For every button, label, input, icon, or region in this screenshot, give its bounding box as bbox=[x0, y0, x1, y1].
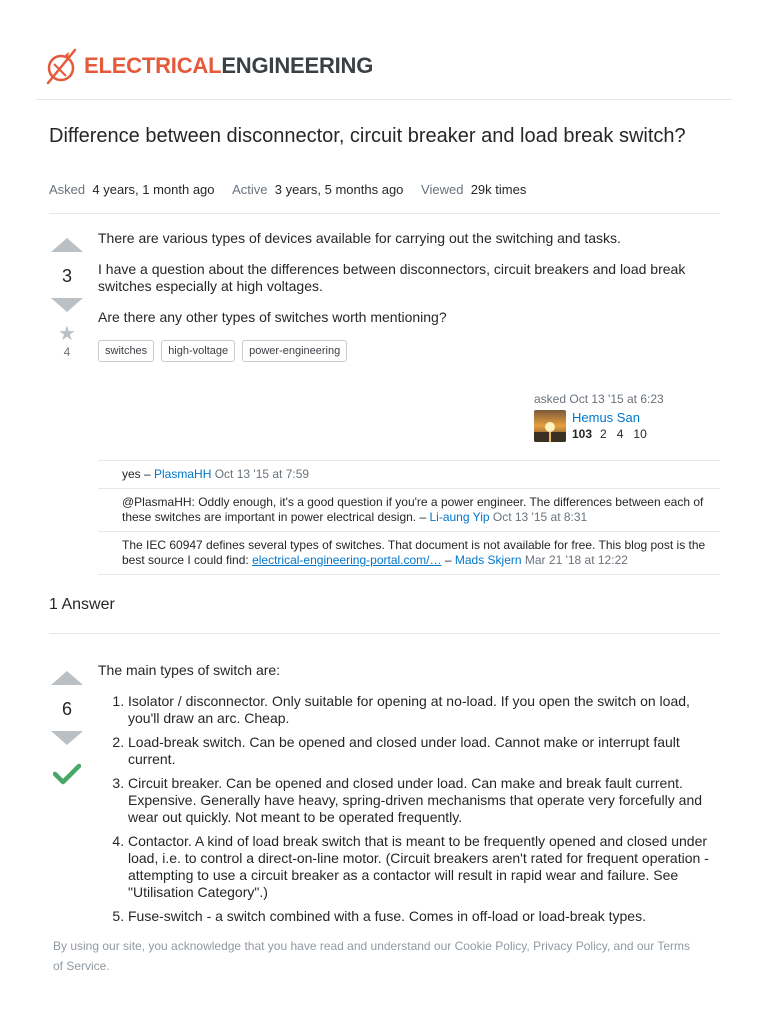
question-tags bbox=[98, 340, 354, 362]
site-name-part2: ENGINEERING bbox=[221, 53, 374, 78]
title-divider bbox=[49, 213, 720, 214]
cookie-notice-text: By using our site, you acknowledge that you have read and understand our Cookie Policy, Privacy Policy, and our Terms of Service. bbox=[53, 939, 691, 973]
question-comments bbox=[98, 460, 720, 575]
meta-asked-label: Asked bbox=[49, 182, 86, 197]
comment-user[interactable]: PlasmaHH bbox=[154, 467, 212, 481]
site-name-part1: ELECTRICAL bbox=[84, 53, 222, 78]
meta-asked bbox=[49, 182, 215, 197]
meta-viewed-value: 29k times bbox=[470, 182, 527, 197]
answers-divider bbox=[49, 633, 720, 634]
answer-vote-count: 6 bbox=[61, 699, 72, 719]
question-vote-cell bbox=[47, 238, 87, 360]
header-divider bbox=[36, 99, 732, 100]
meta-active bbox=[232, 182, 403, 197]
upvote-arrow-icon[interactable] bbox=[51, 238, 83, 252]
list-item: 4. Contactor. A kind of load break switch that is meant to be frequently opened and closed under load, i.e. to control a direct-on-line motor. (Circuit breakers aren't rated for frequent operation - attempting to use a circuit breaker as a contactor will result in rapid wear and failure. See "Utilisation Category".) bbox=[128, 833, 724, 901]
question-vote-count: 3 bbox=[61, 266, 72, 286]
owner-badge-bronze: 4 bbox=[616, 427, 624, 441]
answer-body bbox=[98, 662, 724, 932]
comment bbox=[98, 488, 720, 531]
meta-active-label: Active bbox=[232, 182, 268, 197]
meta-asked-value: 4 years, 1 month ago bbox=[92, 182, 215, 197]
owner-name[interactable]: Hemus San bbox=[572, 410, 640, 425]
question-paragraph: I have a question about the differences between disconnectors, circuit breakers and load break switches especially at high voltages. bbox=[98, 261, 686, 294]
question-meta bbox=[49, 182, 540, 197]
list-item: 5. Fuse-switch - a switch combined with a fuse. Comes in off-load or load-break types. bbox=[128, 908, 724, 925]
meta-active-value[interactable]: 3 years, 5 months ago bbox=[274, 182, 404, 197]
list-item: 1. Isolator / disconnector. Only suitable for opening at no-load. If you open the switch on load, you'll draw an arc. Cheap. bbox=[128, 693, 724, 727]
switch-types-list bbox=[98, 693, 724, 925]
tag-switches[interactable]: switches bbox=[98, 340, 154, 362]
comment bbox=[98, 460, 720, 488]
comment-user[interactable]: Mads Skjern bbox=[454, 553, 522, 567]
logo-icon bbox=[44, 44, 80, 88]
question-title[interactable]: Difference between disconnector, circuit breaker and load break switch? bbox=[49, 125, 686, 147]
question-body bbox=[98, 230, 724, 340]
favorite-count: 4 bbox=[63, 345, 71, 359]
avatar-image-icon bbox=[534, 410, 566, 442]
question-paragraph: Are there any other types of switches worth mentioning? bbox=[98, 309, 447, 325]
comment-user[interactable]: Li-aung Yip bbox=[429, 510, 490, 524]
comment-dash: – bbox=[441, 553, 455, 567]
list-item: 3. Circuit breaker. Can be opened and closed under load. Can make and break fault current. Expensive. Generally have heavy, spring-driven mechanisms that operate very forcefully and wear out quickly. Not meant to be operated frequently. bbox=[128, 775, 724, 826]
accepted-check-icon bbox=[53, 763, 81, 785]
site-header bbox=[0, 0, 768, 100]
owner-badge-silver: 2 bbox=[600, 427, 607, 441]
answer-intro: The main types of switch are: bbox=[98, 662, 281, 678]
answers-count-heading: 1 Answer bbox=[49, 596, 115, 613]
upvote-arrow-icon[interactable] bbox=[51, 671, 83, 685]
comment-text: The IEC 60947 defines several types of switches. That document is not available for free. This blog post is the best source I could find: bbox=[122, 538, 706, 567]
asked-timestamp: asked Oct 13 '15 at 6:23 bbox=[534, 392, 664, 406]
tag-power-engineering[interactable]: power-engineering bbox=[242, 340, 347, 362]
favorite-star-icon[interactable]: ★ bbox=[58, 323, 76, 345]
question-owner-card bbox=[534, 392, 724, 442]
comment-date[interactable]: Mar 21 '18 at 12:22 bbox=[524, 553, 628, 567]
downvote-arrow-icon[interactable] bbox=[51, 298, 83, 312]
comment-link[interactable]: electrical-engineering-portal.com/… bbox=[252, 553, 442, 567]
site-name bbox=[84, 53, 373, 79]
comment-text: @PlasmaHH: Oddly enough, it's a good question if you're a power engineer. The differences between each of these switches are important in power electrical design. – bbox=[122, 495, 704, 524]
avatar[interactable] bbox=[534, 410, 566, 442]
tag-high-voltage[interactable]: high-voltage bbox=[161, 340, 235, 362]
owner-badge-other: 10 bbox=[633, 427, 647, 441]
list-item: 2. Load-break switch. Can be opened and closed under load. Cannot make or interrupt fault current. bbox=[128, 734, 724, 768]
site-logo[interactable] bbox=[44, 44, 373, 88]
comment-date[interactable]: Oct 13 '15 at 7:59 bbox=[214, 467, 310, 481]
comment-text: yes – bbox=[122, 467, 155, 481]
owner-reputation: 103 bbox=[572, 427, 593, 441]
comment bbox=[98, 531, 720, 575]
meta-viewed bbox=[421, 182, 526, 197]
question-paragraph: There are various types of devices available for carrying out the switching and tasks. bbox=[98, 230, 621, 246]
cookie-banner bbox=[0, 924, 768, 1024]
answer-vote-cell bbox=[47, 671, 87, 785]
comment-date[interactable]: Oct 13 '15 at 8:31 bbox=[492, 510, 588, 524]
meta-viewed-label: Viewed bbox=[421, 182, 464, 197]
owner-stats bbox=[572, 426, 657, 442]
downvote-arrow-icon[interactable] bbox=[51, 731, 83, 745]
